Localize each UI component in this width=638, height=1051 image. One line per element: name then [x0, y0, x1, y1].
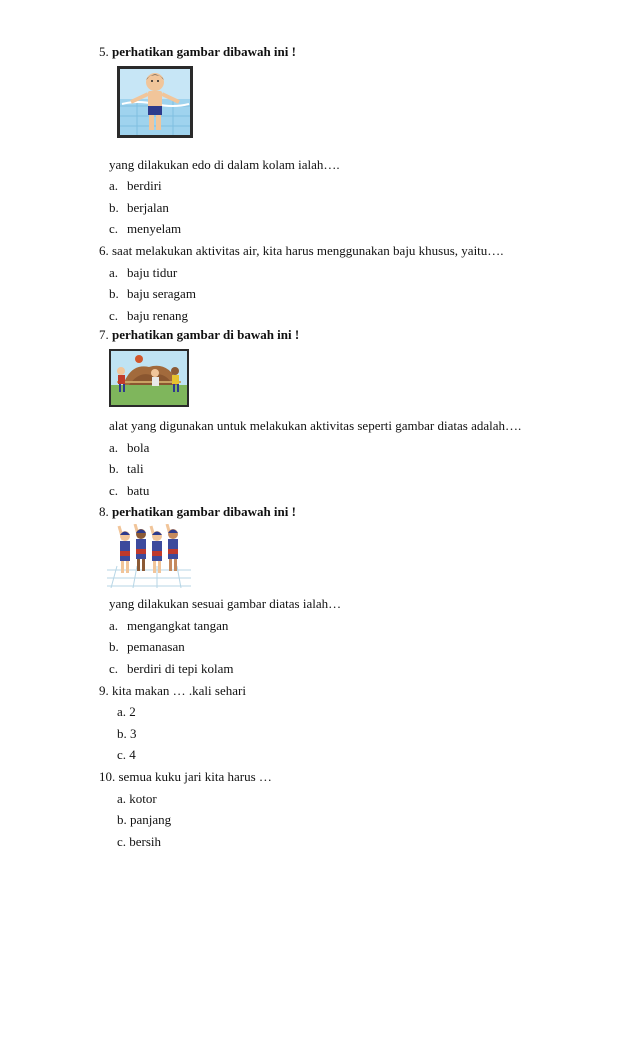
q7-option-c: c. batu — [109, 483, 150, 498]
q8-number: 8. — [99, 504, 109, 519]
q5-option-c: c. menyelam — [109, 221, 182, 236]
q7-heading: 7. perhatikan gambar di bawah ini ! — [99, 327, 300, 342]
q7-option-a: a. bola — [109, 440, 150, 455]
q7-question: alat yang digunakan untuk melakukan aktivitas seperti gambar diatas adalah…. — [109, 418, 522, 433]
q5-heading — [99, 44, 296, 60]
q5-question: yang dilakukan edo di dalam kolam ialah…. — [109, 157, 340, 172]
q8-question: yang dilakukan sesuai gambar diatas ialah… — [109, 596, 342, 611]
q5-heading-text: perhatikan gambar dibawah ini ! — [112, 44, 296, 59]
q10-option-c: c. bersih — [117, 834, 162, 849]
q5-option-b: b. berjalan — [109, 200, 169, 215]
q10-option-b: b. panjang — [117, 812, 172, 827]
q6-question: 6. saat melakukan aktivitas air, kita harus menggunakan baju khusus, yaitu…. — [99, 243, 504, 258]
q8-option-a: a. mengangkat tangan — [109, 618, 229, 633]
q9-question: 9. kita makan … .kali sehari — [99, 683, 246, 698]
q6-option-a: a. baju tidur — [109, 265, 178, 280]
q10-option-a: a. kotor — [117, 791, 157, 806]
q8-option-c: c. berdiri di tepi kolam — [109, 661, 234, 676]
q8-option-b: b. pemanasan — [109, 639, 185, 654]
q5-swimmer-image — [117, 66, 193, 138]
q8-heading: 8. perhatikan gambar dibawah ini ! — [99, 504, 296, 519]
q7-option-b: b. tali — [109, 461, 144, 476]
q9-option-a: a. 2 — [117, 704, 136, 719]
q10-number: 10. — [99, 769, 116, 784]
q9-number: 9. — [99, 683, 109, 698]
q7-number: 7. — [99, 327, 109, 342]
q7-tug-of-war-image — [109, 349, 189, 407]
q6-option-c: c. baju renang — [109, 308, 189, 323]
q5-option-a: a. berdiri — [109, 178, 162, 193]
q6-option-b: b. baju seragam — [109, 286, 196, 301]
q8-raising-hands-image — [107, 524, 191, 588]
q6-number: 6. — [99, 243, 109, 258]
q9-option-c: c. 4 — [117, 747, 136, 762]
q5-number: 5. — [99, 44, 109, 59]
q9-option-b: b. 3 — [117, 726, 137, 741]
q10-question: 10. semua kuku jari kita harus … — [99, 769, 272, 784]
